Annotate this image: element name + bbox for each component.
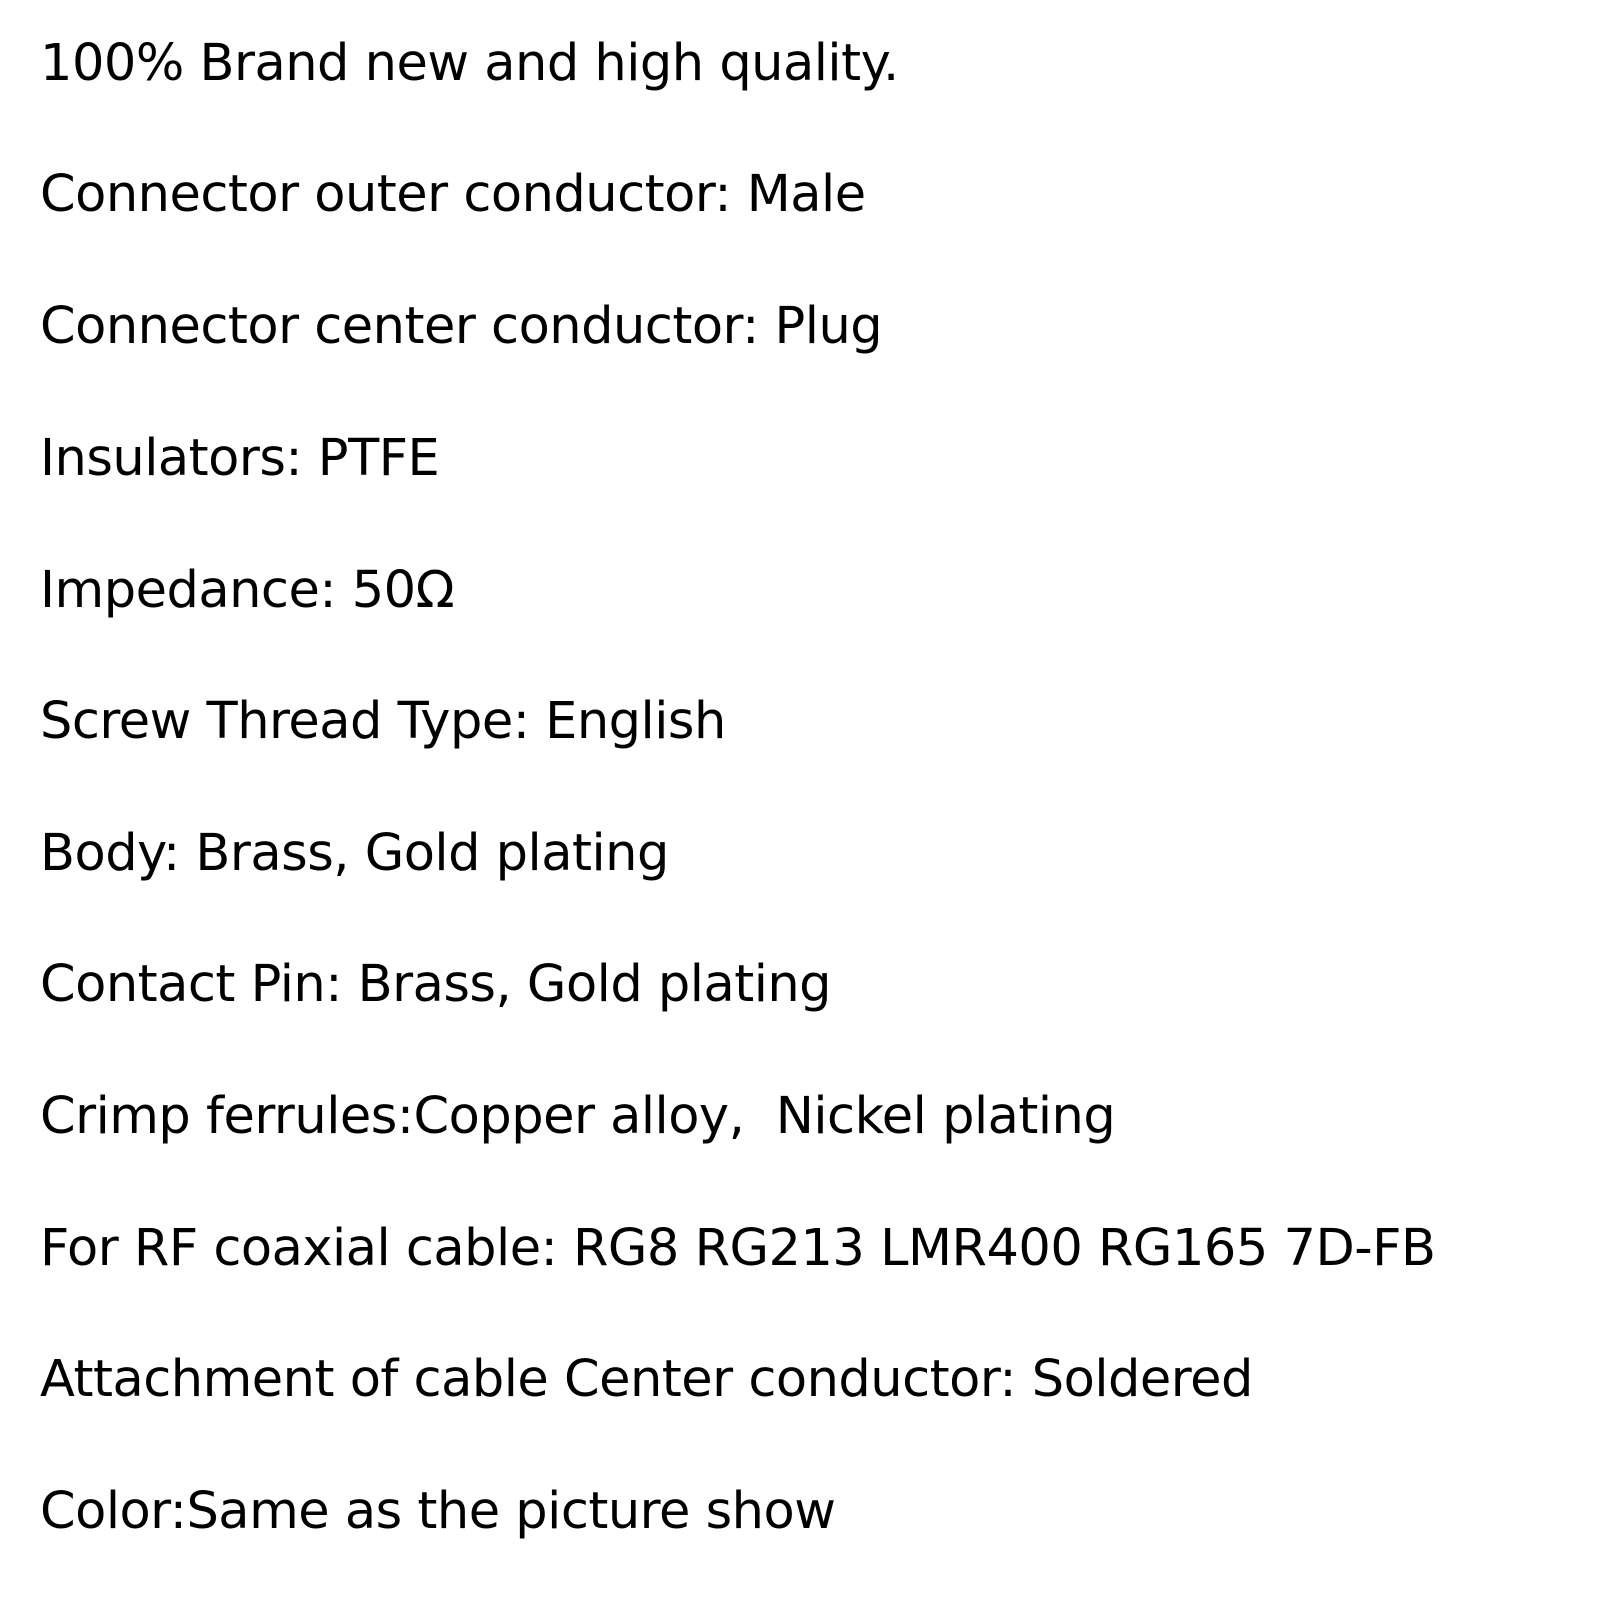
- spec-line-insulators: Insulators: PTFE: [40, 429, 440, 488]
- spec-line-impedance: Impedance: 50Ω: [40, 561, 455, 620]
- spec-line-color: Color:Same as the picture show: [40, 1482, 836, 1541]
- spec-line-attachment: Attachment of cable Center conductor: Soldered: [40, 1350, 1253, 1409]
- spec-line-contact-pin: Contact Pin: Brass, Gold plating: [40, 955, 832, 1014]
- spec-line-body: Body: Brass, Gold plating: [40, 824, 669, 883]
- spec-line-crimp-ferrules: Crimp ferrules:Copper alloy, Nickel plating: [40, 1087, 1116, 1146]
- spec-line-center-conductor: Connector center conductor: Plug: [40, 297, 883, 356]
- spec-line-quality: 100% Brand new and high quality.: [40, 34, 899, 93]
- spec-line-cable-compat: For RF coaxial cable: RG8 RG213 LMR400 RG165 7D-FB: [40, 1219, 1436, 1278]
- spec-line-screw-thread: Screw Thread Type: English: [40, 692, 726, 751]
- spec-line-outer-conductor: Connector outer conductor: Male: [40, 165, 866, 224]
